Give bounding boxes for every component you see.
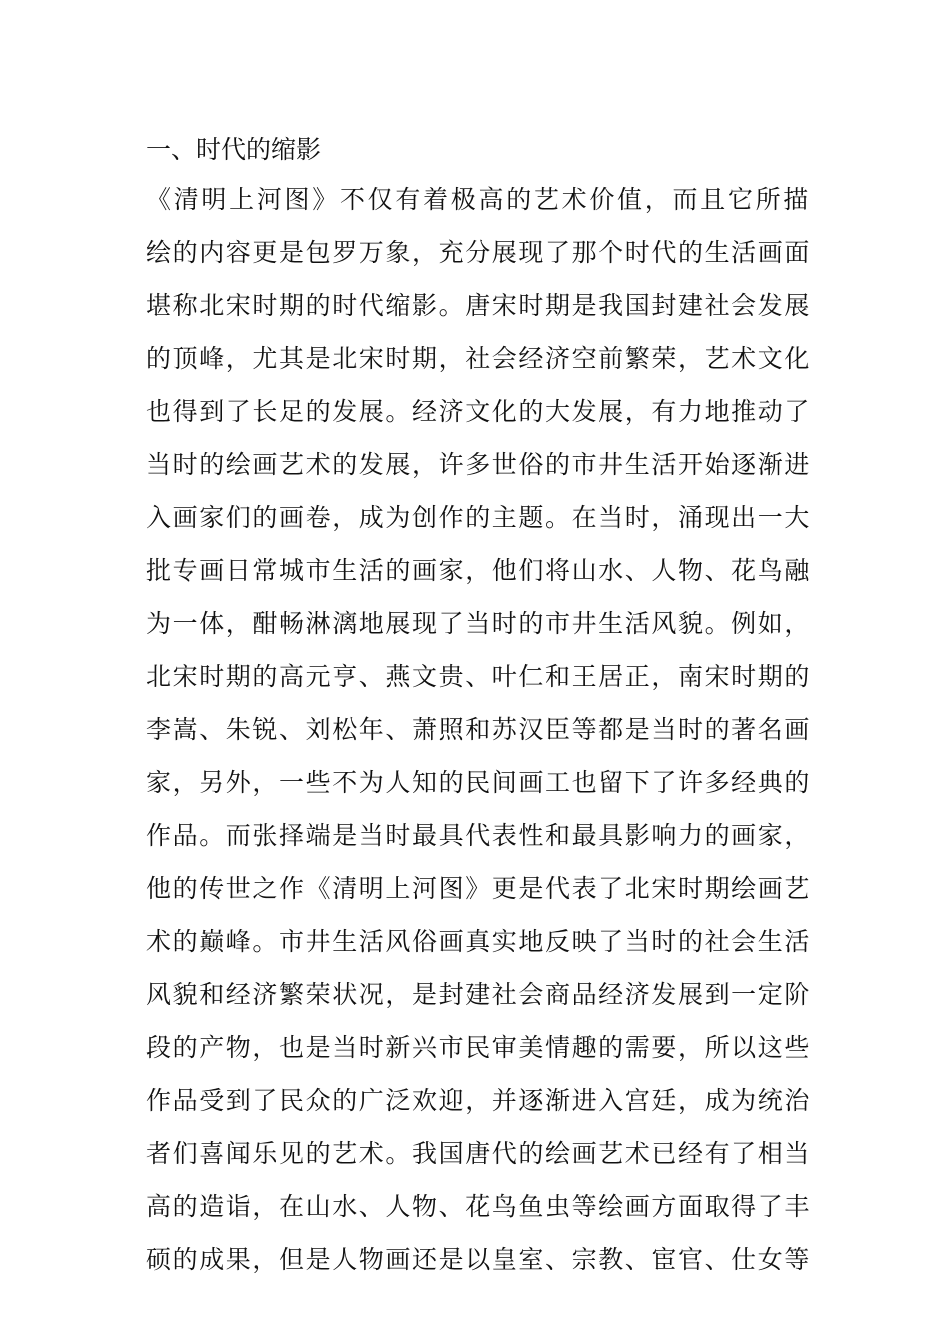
section-heading: 一、时代的缩影	[146, 135, 322, 164]
paragraph-line: 家，另外，一些不为人知的民间画工也留下了许多经典的	[146, 768, 811, 797]
paragraph-line: 作品。而张择端是当时最具代表性和最具影响力的画家，	[146, 821, 811, 850]
paragraph-line: 批专画日常城市生活的画家，他们将山水、人物、花鸟融	[146, 556, 811, 585]
paragraph-line: 绘的内容更是包罗万象，充分展现了那个时代的生活画面	[146, 238, 811, 267]
paragraph-line: 入画家们的画卷，成为创作的主题。在当时，涌现出一大	[146, 503, 811, 532]
paragraph-line: 高的造诣，在山水、人物、花鸟鱼虫等绘画方面取得了丰	[146, 1192, 811, 1221]
paragraph-line: 也得到了长足的发展。经济文化的大发展，有力地推动了	[146, 397, 811, 426]
paragraph-line: 者们喜闻乐见的艺术。我国唐代的绘画艺术已经有了相当	[146, 1139, 811, 1168]
paragraph-line: 硕的成果，但是人物画还是以皇室、宗教、宦官、仕女等	[146, 1245, 811, 1274]
paragraph-line: 术的巅峰。市井生活风俗画真实地反映了当时的社会生活	[146, 927, 811, 956]
paragraph-line: 《清明上河图》不仅有着极高的艺术价值，而且它所描	[146, 185, 811, 214]
body-paragraph	[146, 180, 811, 1293]
paragraph-line: 北宋时期的高元亨、燕文贵、叶仁和王居正，南宋时期的	[146, 662, 811, 691]
paragraph-line: 作品受到了民众的广泛欢迎，并逐渐进入宫廷，成为统治	[146, 1086, 811, 1115]
paragraph-line: 风貌和经济繁荣状况，是封建社会商品经济发展到一定阶	[146, 980, 811, 1009]
paragraph-line: 堪称北宋时期的时代缩影。唐宋时期是我国封建社会发展	[146, 291, 811, 320]
paragraph-line: 的顶峰，尤其是北宋时期，社会经济空前繁荣，艺术文化	[146, 344, 811, 373]
paragraph-line: 他的传世之作《清明上河图》更是代表了北宋时期绘画艺	[146, 874, 811, 903]
paragraph-line: 段的产物，也是当时新兴市民审美情趣的需要，所以这些	[146, 1033, 811, 1062]
paragraph-line: 当时的绘画艺术的发展，许多世俗的市井生活开始逐渐进	[146, 450, 811, 479]
paragraph-line: 为一体，酣畅淋漓地展现了当时的市井生活风貌。例如，	[146, 609, 811, 638]
paragraph-line: 李嵩、朱锐、刘松年、萧照和苏汉臣等都是当时的著名画	[146, 715, 811, 744]
